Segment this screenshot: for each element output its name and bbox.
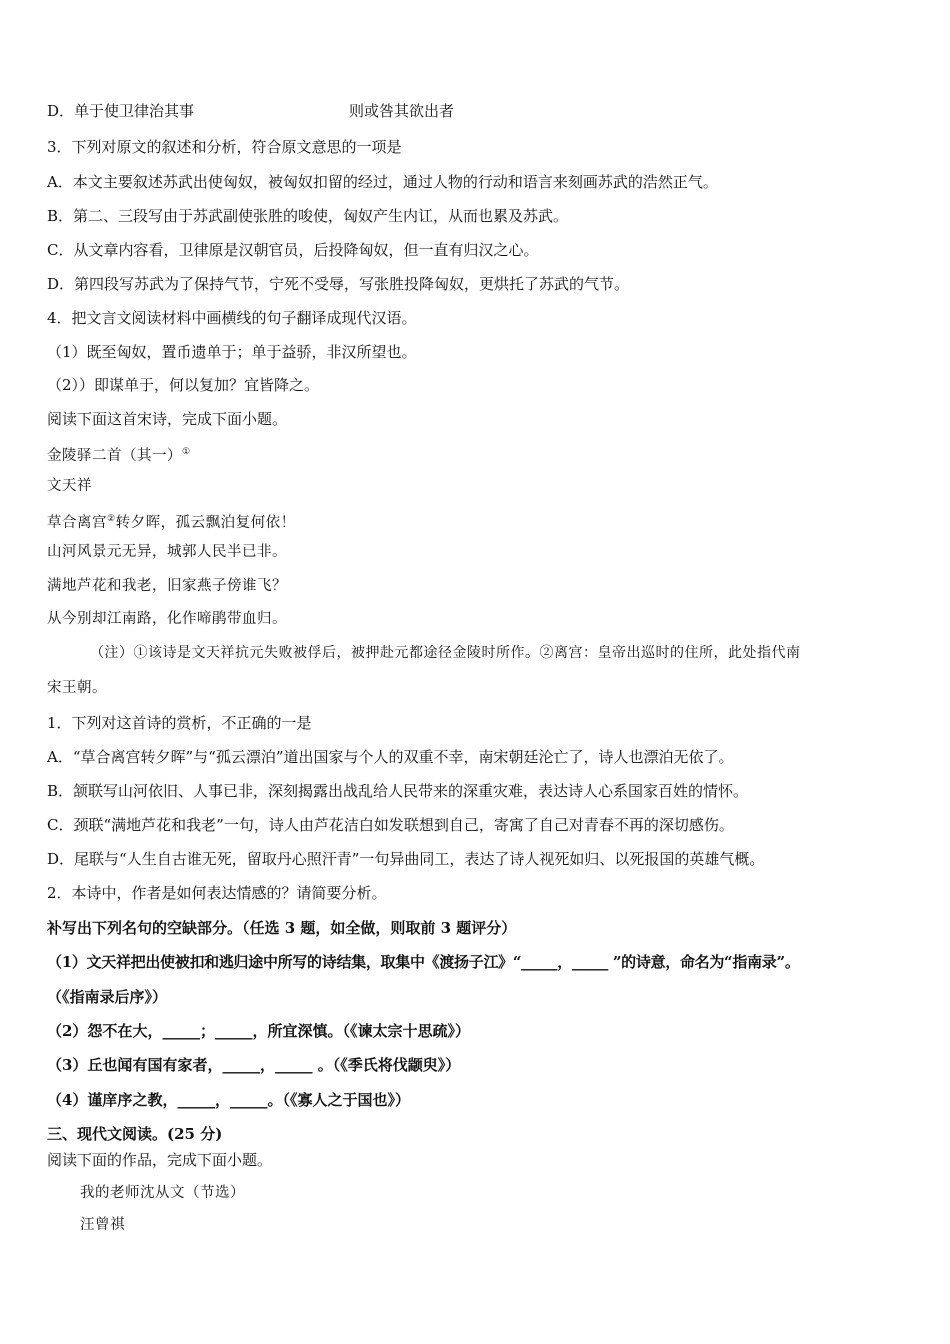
poem-line-4: 从今别却江南路，化作啼鹃带血归。 [47,611,287,627]
poem-note: （注）①该诗是文天祥抗元失败被俘后，被押赴元都途径金陵时所作。②离宫：皇帝出巡时的住所，此处指代南 [90,645,801,661]
fill-item-3-text-b: 。（《季氏将伐颛臾》） [317,1056,461,1074]
q2-option-d [47,101,454,121]
fill-item-1-source: （《指南录后序》） [47,988,168,1006]
poem-note-cont: 宋王朝。 [47,680,107,696]
fill-blank: _____ [274,1056,318,1074]
section-3-intro: 阅读下面的作品，完成下面小题。 [47,1151,273,1169]
q3-option-c: C．从文章内容看，卫律原是汉朝官员，后投降匈奴，但一直有归汉之心。 [47,241,539,259]
fill-item-1-text-b: ”的诗意，命名为“指南录”。 [612,953,800,971]
fill-item-3 [47,1055,460,1075]
fill-blank: _____ [571,953,613,971]
fill-item-1 [47,952,800,972]
q2-option-d-right: 则或咎其欲出者 [349,102,455,120]
q4-sentence-1: （1）既至匈奴，置币遗单于；单于益骄，非汉所望也。 [47,343,417,361]
fill-item-2-text-a: （2）怨不在大， [47,1022,163,1040]
fill-item-2-sep: ； [199,1022,215,1040]
fill-blank: _____ [162,1022,200,1040]
fill-item-2-text-b: ，所宜深慎。（《谏太宗十思疏》） [252,1022,470,1040]
poem-line-1 [47,509,296,533]
poem-title-text: 金陵驿二首（其一） [47,448,182,464]
fill-item-4-sep: ， [214,1091,230,1109]
pq1-stem: 1．下列对这首诗的赏析，不正确的一是 [47,714,312,732]
fill-item-1-text-a: （1）文天祥把出使被扣和逃归途中所写的诗结集，取集中《渡扬子江》“ [47,953,522,971]
pq1-option-a: A．“草合离宫转夕晖”与“孤云漂泊”道出国家与个人的双重不幸，南宋朝廷沦亡了，诗人也漂泊无依了。 [47,748,734,766]
q2-option-d-left: D．单于使卫律治其事 [47,102,195,120]
fill-item-4 [47,1090,410,1110]
q4-sentence-2: （2））即谋单于，何以复加？宜皆降之。 [47,376,320,394]
poem-line-3: 满地芦花和我老，旧家燕子傍谁飞？ [47,578,287,594]
article-author: 汪曾祺 [80,1217,125,1233]
fill-blank: _____ [177,1091,215,1109]
q3-option-a: A．本文主要叙述苏武出使匈奴，被匈奴扣留的经过，通过人物的行动和语言来刻画苏武的浩然正气。 [47,173,718,191]
q3-option-d: D．第四段写苏武为了保持气节，宁死不受辱，写张胜投降匈奴，更烘托了苏武的气节。 [47,275,630,293]
poem-author: 文天祥 [47,478,92,494]
q3-stem: 3．下列对原文的叙述和分析，符合原文意思的一项是 [47,138,402,156]
q3-option-b: B．第二、三段写由于苏武副使张胜的唆使，匈奴产生内讧，从而也累及苏武。 [47,207,569,225]
pq2-stem: 2．本诗中，作者是如何表达情感的？请简要分析。 [47,884,387,902]
poem-line-1-a: 草合离宫 [47,515,107,531]
fill-blank: _____ [229,1091,268,1109]
pq1-option-d: D．尾联与“人生自古谁无死，留取丹心照汗青”一句异曲同工，表达了诗人视死如归、以死报国的英雄气概。 [47,850,765,868]
fill-item-4-text-b: 。（《寡人之于国也》） [267,1091,410,1109]
fill-item-4-text-a: （4）谨庠序之教， [47,1091,178,1109]
article-title: 我的老师沈从文（节选） [80,1185,245,1201]
fill-item-2 [47,1021,470,1041]
pq1-option-b: B．颔联写山河依旧、人事已非，深刻揭露出战乱给人民带来的深重灾难，表达诗人心系国家百姓的情怀。 [47,782,749,800]
poem-line-1-b: 转夕晖，孤云飘泊复何依！ [115,515,296,531]
poem-intro: 阅读下面这首宋诗，完成下面小题。 [47,410,288,428]
fill-item-3-text-a: （3）丘也闻有国有家者， [47,1056,223,1074]
poem-title-note: ① [182,447,191,457]
poem-line-1-note: ② [107,514,116,524]
pq1-option-c: C．颈联“满地芦花和我老”一句，诗人由芦花洁白如发联想到自己，寄寓了自己对青春不再的深切感伤。 [47,816,734,834]
poem-line-2: 山河风景元无异，城郭人民半已非。 [47,544,287,560]
fill-item-3-sep: ， [259,1056,275,1074]
fill-item-1-sep: ， [557,953,572,971]
poem-title [47,442,191,466]
fill-blank: _____ [222,1056,260,1074]
fill-blank: _____ [521,953,558,971]
fill-blank: _____ [214,1022,253,1040]
section-3-heading: 三、现代文阅读。(25 分) [47,1125,223,1143]
fill-stem: 补写出下列名句的空缺部分。（任选 3 题，如全做，则取前 3 题评分） [47,919,517,937]
q4-stem: 4．把文言文阅读材料中画横线的句子翻译成现代汉语。 [47,309,417,327]
